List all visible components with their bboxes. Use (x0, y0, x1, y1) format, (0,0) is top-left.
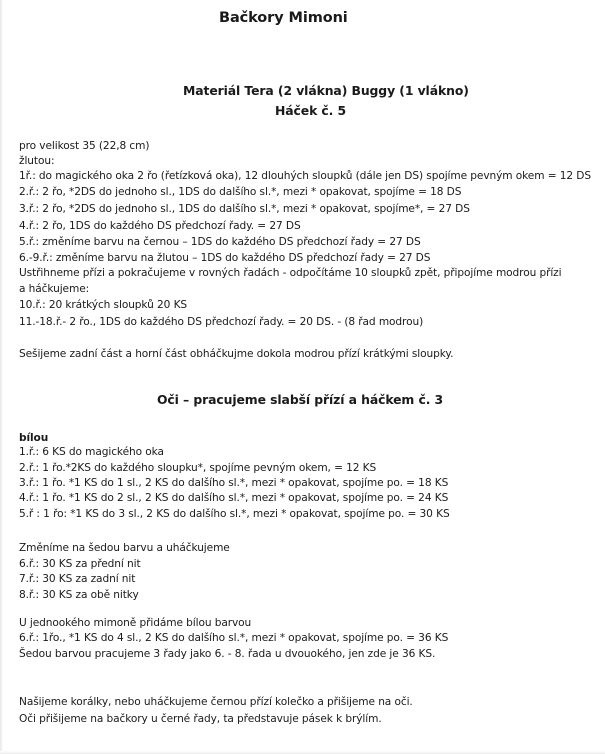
eye-row: 4.ř.: 1 řo. *1 KS do 2 sl., 2 KS do dalšího sl.*, mezi * opakovat, spojíme po. = 24 KS (19, 492, 449, 504)
eyes-heading: Oči – pracujeme slabší přízí a háčkem č. 3 (157, 392, 444, 407)
final-row: Našijeme korálky, nebo uháčkujeme černou přízí kolečko a přišijeme na oči. (19, 696, 413, 708)
size-note: pro velikost 35 (22,8 cm) (19, 140, 150, 152)
oneeye-heading: U jednookého mimoně přidáme bílou barvou (19, 617, 252, 629)
body-row: 4.ř.: 2 řo, 1DS do každého DS předchozí řady. = 27 DS (19, 220, 301, 232)
color-yellow-label: žlutou: (19, 155, 55, 167)
oneeye-row: Šedou barvou pracujeme 3 řady jako 6. - 8. řada u dvouokého, jen zde je 36 KS. (19, 648, 436, 660)
hook-heading: Háček č. 5 (275, 103, 347, 118)
grey-heading: Změníme na šedou barvu a uháčkujeme (19, 542, 230, 554)
body-row: a háčkujeme: (19, 283, 90, 295)
scan-edge (0, 0, 3, 754)
body-row: Ustřihneme přízi a pokračujeme v rovných řadách - odpočítáme 10 sloupků zpět, připojíme modrou přízi (19, 267, 562, 279)
body-row: 11.-18.ř.- 2 řo., 1DS do každého DS předchozí řady. = 20 DS. - (8 řad modrou) (19, 316, 424, 328)
grey-row: 8.ř.: 30 KS za obě nitky (19, 589, 139, 601)
body-row: 3.ř.: 2 řo, *2DS do jednoho sl., 1DS do dalšího sl.*, mezi * opakovat, spojíme*, = 27 DS (19, 203, 470, 215)
document-title: Bačkory Mimoni (219, 10, 348, 26)
body-row: 10.ř.: 20 krátkých sloupků 20 KS (19, 299, 188, 311)
eye-row: 1.ř.: 6 KS do magického oka (19, 446, 164, 458)
final-row: Oči přišijeme na bačkory u černé řady, ta představuje pásek k brýlím. (19, 713, 382, 725)
sew-note: Sešijeme zadní část a horní část obháčkujme dokola modrou přízí krátkými sloupky. (19, 348, 454, 360)
material-heading: Materiál Tera (2 vlákna) Buggy (1 vlákno) (183, 83, 469, 98)
eye-row: 3.ř.: 1 řo. *1 KS do 1 sl., 2 KS do dalšího sl.*, mezi * opakovat, spojíme po. = 18 KS (19, 477, 449, 489)
body-row: 5.ř.: změníme barvu na černou – 1DS do každého DS předchozí řady = 27 DS (19, 236, 421, 248)
oneeye-row: 6.ř.: 1řo., *1 KS do 4 sl., 2 KS do dalšího sl.*, mezi * opakovat, spojíme po. = 36 KS (19, 632, 449, 644)
eye-row: 5.ř : 1 řo: *1 KS do 3 sl., 2 KS do dalšího sl.*, mezi * opakovat, spojíme po. = 30 KS (19, 508, 450, 520)
grey-row: 6.ř.: 30 KS za přední nit (19, 558, 141, 570)
body-row: 1ř.: do magického oka 2 řo (řetízková oka), 12 dlouhých sloupků (dále jen DS) spojíme pevným okem = 12 DS (19, 170, 591, 182)
grey-row: 7.ř.: 30 KS za zadní nit (19, 573, 136, 585)
body-row: 6.-9.ř.: změníme barvu na žlutou – 1DS do každého DS předchozí řady = 27 DS (19, 252, 431, 264)
eye-row: 2.ř.: 1 řo.*2KS do každého sloupku*, spojíme pevným okem, = 12 KS (19, 462, 377, 474)
body-row: 2.ř.: 2 řo, *2DS do jednoho sl., 1DS do dalšího sl.*, mezi * opakovat, spojíme = 18 DS (19, 186, 462, 198)
color-white-label: bílou (19, 432, 49, 444)
